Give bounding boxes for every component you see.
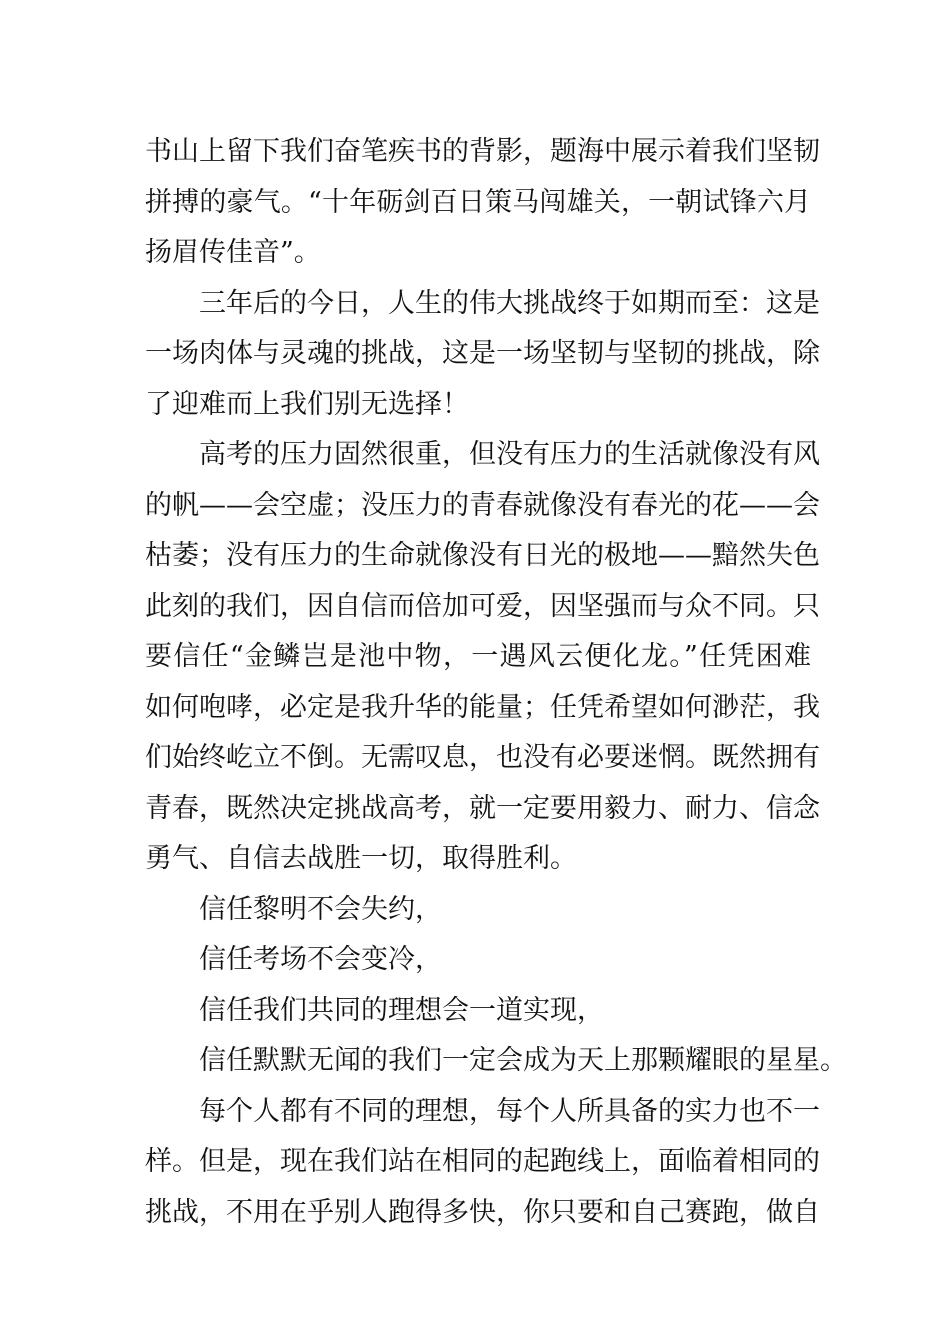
text-line: 扬眉传佳音”。 xyxy=(145,237,321,268)
text-line: 书山上留下我们奋笔疾书的背影，题海中展示着我们坚韧 xyxy=(145,136,820,167)
text-line: 如何咆哮，必定是我升华的能量；任凭希望如何渺茫，我 xyxy=(145,691,820,723)
text-line: 信任我们共同的理想会一道实现， xyxy=(199,994,604,1026)
text-line: 信任考场不会变冷， xyxy=(199,944,442,975)
text-line: 挑战，不用在乎别人跑得多快，你只要和自己赛跑，做自 xyxy=(145,1196,820,1228)
text-line: 勇气、自信去战胜一切，取得胜利。 xyxy=(145,843,577,874)
text-line: 信任黎明不会失约， xyxy=(199,893,442,925)
text-line: 要信任“金鳞岂是池中物，一遇风云便化龙。”任凭困难 xyxy=(145,641,811,672)
text-line: 信任默默无闻的我们一定会成为天上那颗耀眼的星星。 xyxy=(199,1045,847,1076)
body-text xyxy=(145,127,847,1238)
text-line: 三年后的今日，人生的伟大挑战终于如期而至：这是 xyxy=(199,287,820,319)
text-line: 拼搏的豪气。“十年砺剑百日策马闯雄关，一朝试锋六月 xyxy=(145,186,811,218)
text-line: 此刻的我们，因自信而倍加可爱，因坚强而与众不同。只 xyxy=(145,590,820,622)
text-line: 青春，既然决定挑战高考，就一定要用毅力、耐力、信念 xyxy=(145,792,820,824)
text-line: 样。但是，现在我们站在相同的起跑线上，面临着相同的 xyxy=(145,1146,820,1177)
text-line: 了迎难而上我们别无选择！ xyxy=(145,388,469,420)
text-line: 高考的压力固然很重，但没有压力的生活就像没有风 xyxy=(199,439,820,470)
text-line: 每个人都有不同的理想，每个人所具备的实力也不一 xyxy=(199,1095,820,1127)
text-line: 一场肉体与灵魂的挑战，这是一场坚韧与坚韧的挑战，除 xyxy=(145,338,820,369)
text-line: 们始终屹立不倒。无需叹息，也没有必要迷惘。既然拥有 xyxy=(145,742,820,773)
text-line: 的帆——会空虚；没压力的青春就像没有春光的花——会 xyxy=(145,489,820,521)
text-line: 枯萎；没有压力的生命就像没有日光的极地——黯然失色 xyxy=(145,540,820,571)
